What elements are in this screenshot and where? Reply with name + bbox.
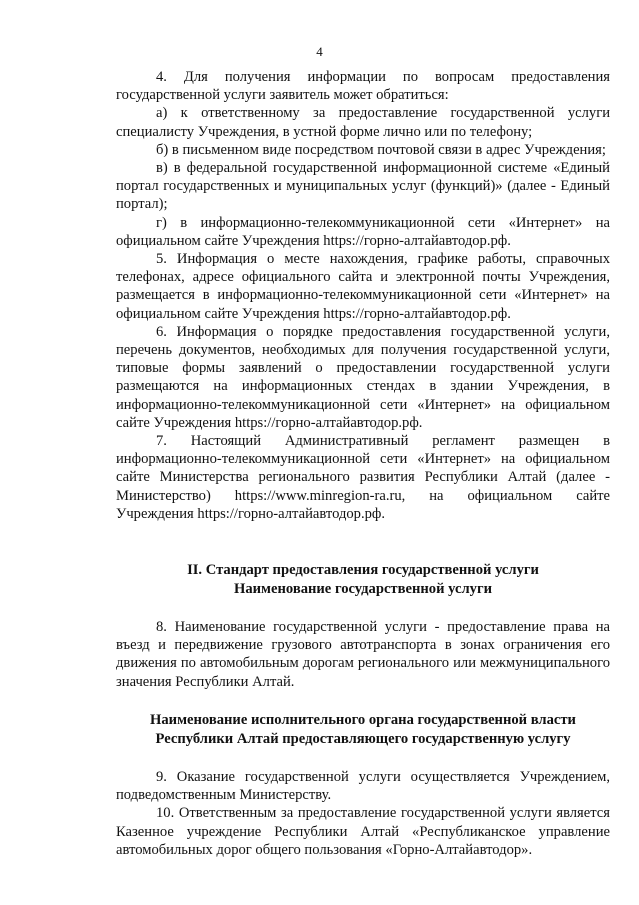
paragraph-10: 10. Ответственным за предоставление государственной услуги является Казенное учреждение Республики Алтай «Республиканское управление автомобильных дорог общего пользования «Горно-Алтайавтодор». [116, 805, 610, 858]
paragraph-4b: б) в письменном виде посредством почтовой связи в адрес Учреждения; [156, 141, 606, 158]
paragraph-4: 4. Для получения информации по вопросам предоставления государственной услуги заявитель может обратиться: [116, 69, 610, 104]
section-2-heading-line-2: Наименование государственной услуги [234, 581, 492, 598]
page-number: 4 [316, 44, 323, 59]
paragraph-4v: в) в федеральной государственной информационной системе «Единый портал государственных и муниципальных услуг (функций)» (далее - Единый портал); [116, 160, 610, 213]
section-3-heading-line-2: Республики Алтай предоставляющего государственную услугу [155, 730, 571, 747]
spacer [116, 599, 610, 618]
document-body [116, 68, 610, 859]
spacer [116, 523, 610, 561]
paragraph-5: 5. Информация о месте нахождения, графике работы, справочных телефонах, адресе официального сайта и электронной почты Учреждения, размещается в информационно-телекоммуникационной сети «Интернет» на официальном сайте Учреждения https://горно-алтайавтодор.рф. [116, 251, 610, 322]
spacer [116, 691, 610, 711]
paragraph-7: 7. Настоящий Административный регламент размещен в информационно-телекоммуникационной сети «Интернет» на официальном сайте Министерства регионального развития Республики Алтай (далее - Министерство) https://www.minregion-ra.ru, на официальном сайте Учреждения https://горно-алтайавтодор.рф. [116, 433, 610, 522]
paragraph-9: 9. Оказание государственной услуги осуществляется Учреждением, подведомственным Министерству. [116, 768, 610, 804]
paragraph-4a: а) к ответственному за предоставление государственной услуги специалисту Учреждения, в устной форме лично или по телефону; [116, 105, 610, 140]
spacer [116, 749, 610, 768]
section-2-heading-line-1: II. Стандарт предоставления государственной услуги [187, 562, 539, 579]
paragraph-4g: г) в информационно-телекоммуникационной сети «Интернет» на официальном сайте Учреждения https://горно-алтайавтодор.рф. [116, 214, 610, 249]
section-3-heading-line-1: Наименование исполнительного органа государственной власти [150, 711, 576, 728]
paragraph-8: 8. Наименование государственной услуги - предоставление права на въезд и передвижение грузового автотранспорта в зонах ограничения его движения по автомобильным дорогам регионального или межмуниципального значения Республики Алтай. [116, 619, 610, 690]
paragraph-6: 6. Информация о порядке предоставления государственной услуги, перечень документов, необходимых для получения государственной услуги, типовые формы заявлений о предоставлении государственной услуги размещаются на информационных стендах в здании Учреждения, в информационно-телекоммуникационной сети «Интернет» на официальном сайте Учреждения https://горно-алтайавтодор.рф. [116, 323, 610, 431]
